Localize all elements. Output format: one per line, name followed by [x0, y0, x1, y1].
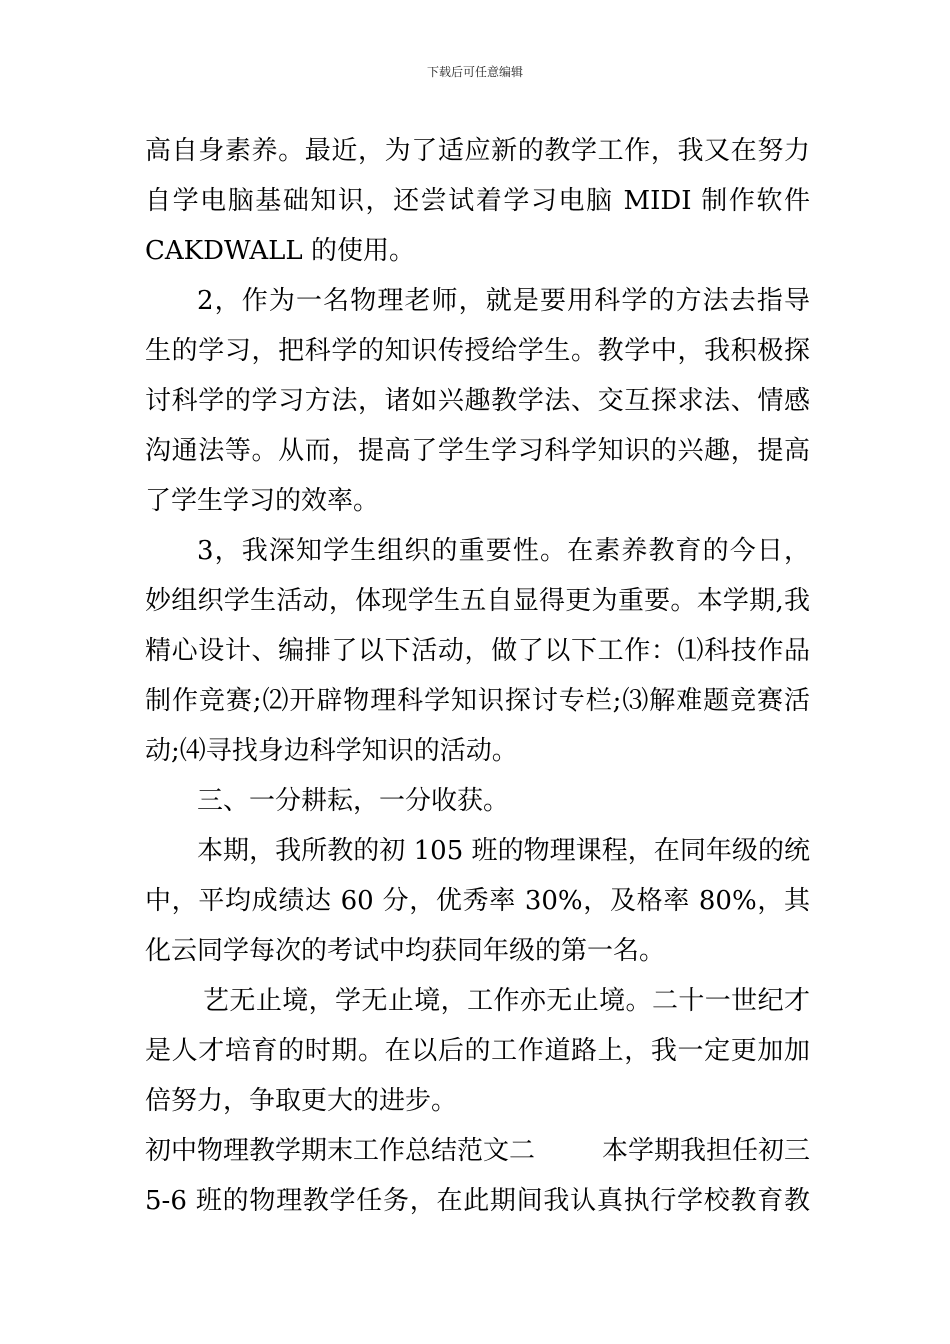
title-line [145, 1126, 810, 1176]
document-title: 初中物理教学期末工作总结范文二 [145, 1136, 536, 1166]
text-line: 精心设计、编排了以下活动，做了以下工作：⑴科技作品 [145, 636, 810, 666]
text-line: 中，平均成绩达 60 分，优秀率 30%，及格率 80%，其 [145, 886, 810, 916]
text-line: 自学电脑基础知识，还尝试着学习电脑 MIDI 制作软件 [145, 186, 810, 216]
section-heading: 三、一分耕耘，一分收获。 [197, 786, 510, 816]
text-line: 制作竞赛;⑵开辟物理科学知识探讨专栏;⑶解难题竞赛活 [145, 686, 810, 716]
text-line: 3，我深知学生组织的重要性。在素养教育的今日， [197, 536, 810, 566]
text-line: 生的学习，把科学的知识传授给学生。教学中，我积极探 [145, 336, 810, 366]
text-line: 高自身素养。最近，为了适应新的教学工作，我又在努力 [145, 136, 810, 166]
text-line: 沟通法等。从而，提高了学生学习科学知识的兴趣，提高 [145, 436, 810, 466]
text-line: 了学生学习的效率。 [145, 486, 380, 516]
text-line-continuation: 本学期我担任初三 [601, 1136, 810, 1166]
text-line: CAKDWALL 的使用。 [145, 236, 415, 266]
text-line: 妙组织学生活动，体现学生五自显得更为重要。本学期,我 [145, 586, 810, 616]
page-header: 下载后可任意编辑 [426, 65, 523, 79]
text-line: 是人才培育的时期。在以后的工作道路上，我一定更加加 [145, 1036, 810, 1066]
text-line: 2，作为一名物理老师，就是要用科学的方法去指导 [197, 286, 810, 316]
text-line: 艺无止境，学无止境，工作亦无止境。二十一世纪才 [203, 986, 810, 1016]
text-line: 倍努力，争取更大的进步。 [145, 1086, 458, 1116]
text-line: 5-6 班的物理教学任务，在此期间我认真执行学校教育教 [145, 1186, 810, 1216]
document-body [145, 126, 810, 1226]
text-line: 讨科学的学习方法，诸如兴趣教学法、交互探求法、情感 [145, 386, 810, 416]
text-line: 本期，我所教的初 105 班的物理课程，在同年级的统 [197, 836, 810, 866]
text-line: 动;⑷寻找身边科学知识的活动。 [145, 736, 518, 766]
text-line: 化云同学每次的考试中均获同年级的第一名。 [145, 936, 666, 966]
